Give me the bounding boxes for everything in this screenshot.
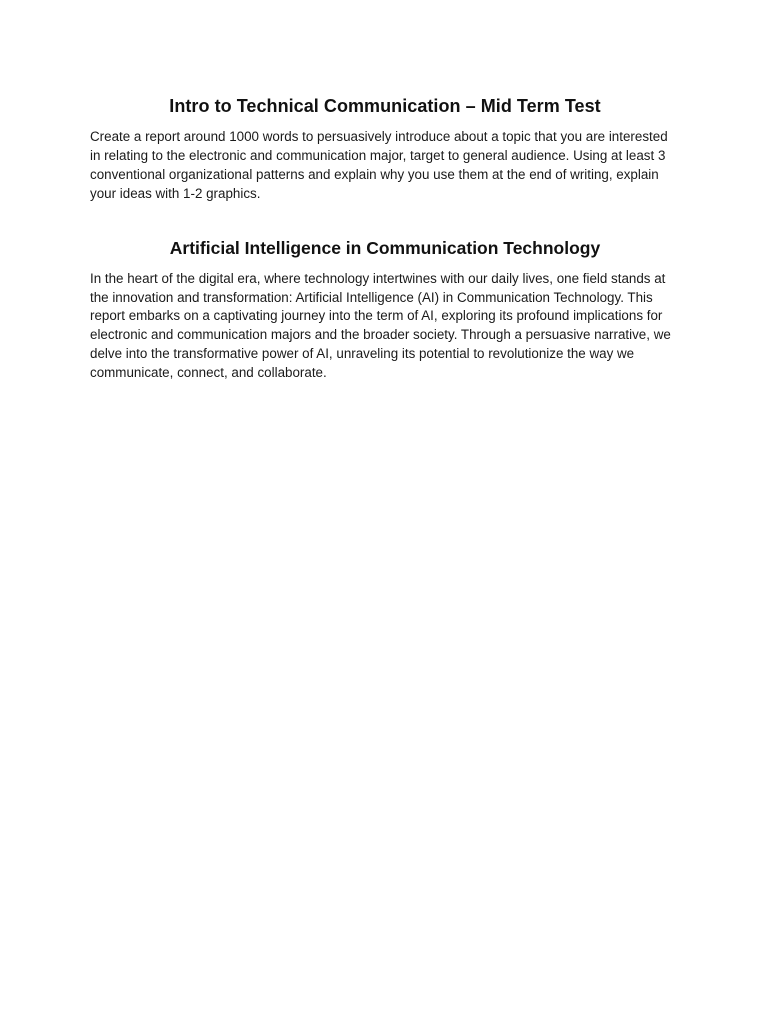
report-title: Artificial Intelligence in Communication Technology: [169, 237, 601, 258]
page-title: Intro to Technical Communication – Mid Term Test: [169, 96, 601, 116]
report-section: [90, 236, 680, 383]
report-intro-paragraph: In the heart of the digital era, where technology intertwines with our daily lives, one field stands at the innovation and transformation: Artificial Intelligence (AI) in Communication Technology. This report embarks on a captivating journey into the term of AI, exploring its profound implications for electronic and communication majors and the broader society. Through a persuasive narrative, we delve into the transformative power of AI, unraveling its potential to revolutionize the way we communicate, connect, and collaborate.: [90, 270, 671, 381]
document-content: [90, 94, 680, 383]
instructions-paragraph: Create a report around 1000 words to persuasively introduce about a topic that you are interested in relating to the electronic and communication major, target to general audience. Using at least 3 conventional organizational patterns and explain why you use them at the end of writing, explain your ideas with 1-2 graphics.: [90, 129, 668, 201]
